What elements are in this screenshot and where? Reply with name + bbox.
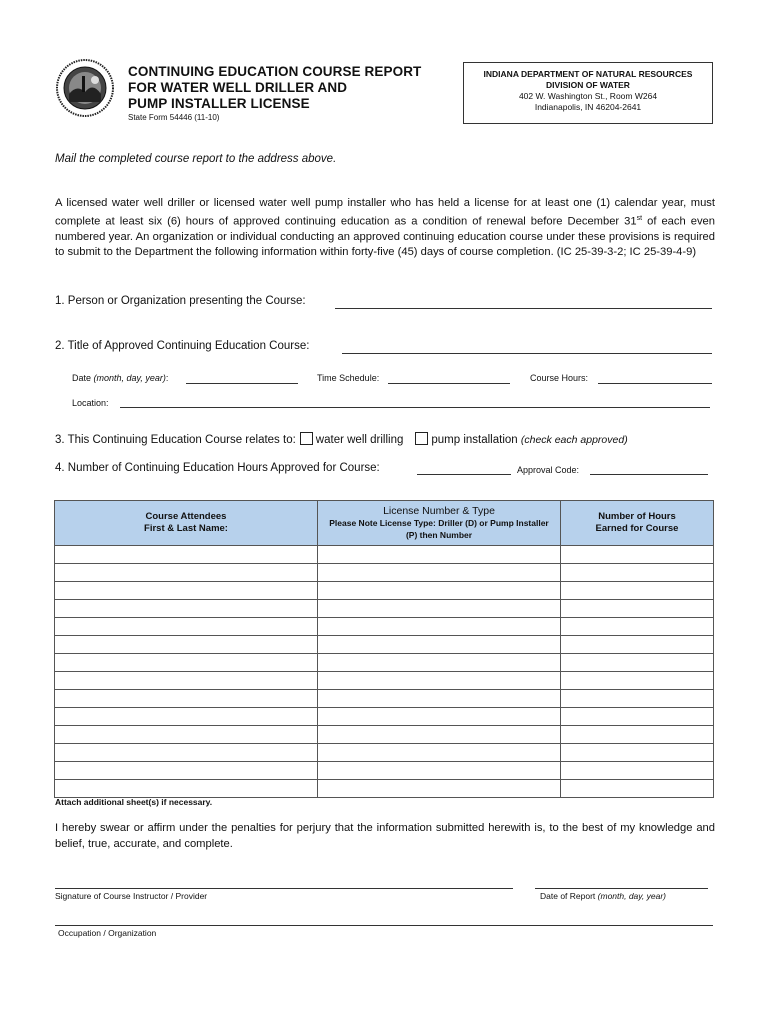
table-row [55,708,714,726]
col-license-header [318,501,561,546]
license-number-cell[interactable] [318,744,561,762]
table-row [55,744,714,762]
pump-checkbox[interactable] [415,432,428,445]
hours-earned-cell[interactable] [561,762,714,780]
approved-hours-field[interactable] [417,474,511,475]
table-row [55,636,714,654]
mail-instruction: Mail the completed course report to the address above. [55,153,337,165]
col-hours-title: Number of Hours [598,511,676,522]
title-line-2: FOR WATER WELL DRILLER AND [128,80,348,95]
attendee-name-cell[interactable] [55,546,318,564]
attendees-table-body [55,546,714,798]
question-2-label: 2. Title of Approved Continuing Education Course: [55,340,310,352]
question-3 [55,432,628,446]
table-row [55,600,714,618]
hours-earned-cell[interactable] [561,636,714,654]
report-date-field[interactable] [535,888,708,889]
col-license-title: License Number & Type [383,505,495,517]
date-label [72,373,168,383]
hours-earned-cell[interactable] [561,654,714,672]
approval-code-field[interactable] [590,474,708,475]
hours-earned-cell[interactable] [561,708,714,726]
attendee-name-cell[interactable] [55,726,318,744]
address-box [463,62,713,124]
intro-text-1: A licensed water well driller or licensed water well pump installer who has held a license for at least one (1) calendar year, must complete at least six (6) hours of approved continuing education as a condition of renewal before December 31 [55,197,715,228]
table-row [55,780,714,798]
table-row [55,546,714,564]
title-line-3: PUMP INSTALLER LICENSE [128,96,310,111]
col-hours-header [561,501,714,546]
date-hint: (month, day, year) [93,373,166,383]
intro-superscript: st [636,215,643,223]
question-3-label: 3. This Continuing Education Course relates to: [55,434,296,446]
hours-earned-cell[interactable] [561,564,714,582]
report-date-hint: (month, day, year) [597,891,666,901]
license-number-cell[interactable] [318,726,561,744]
table-row [55,582,714,600]
license-number-cell[interactable] [318,690,561,708]
time-schedule-field[interactable] [388,383,510,384]
table-row [55,654,714,672]
course-hours-label [530,373,588,383]
hours-earned-cell[interactable] [561,582,714,600]
attendee-name-cell[interactable] [55,780,318,798]
license-number-cell[interactable] [318,780,561,798]
indiana-state-seal-icon [55,58,115,118]
license-number-cell[interactable] [318,600,561,618]
division-name: DIVISION OF WATER [546,80,630,90]
location-field[interactable] [120,407,710,408]
attendee-name-cell[interactable] [55,762,318,780]
presenter-field[interactable] [335,308,712,309]
signature-label: Signature of Course Instructor / Provider [55,891,208,901]
hours-earned-cell[interactable] [561,600,714,618]
hours-earned-cell[interactable] [561,546,714,564]
attendee-name-cell[interactable] [55,618,318,636]
license-number-cell[interactable] [318,564,561,582]
course-hours-field[interactable] [598,383,712,384]
license-number-cell[interactable] [318,654,561,672]
table-row [55,762,714,780]
occupation-label: Occupation / Organization [58,928,157,938]
agency-name: INDIANA DEPARTMENT OF NATURAL RESOURCES [483,69,693,79]
attendee-name-cell[interactable] [55,600,318,618]
hours-earned-cell[interactable] [561,744,714,762]
table-row [55,672,714,690]
pump-option-label: pump installation [431,434,518,446]
license-number-cell[interactable] [318,762,561,780]
attendee-name-cell[interactable] [55,654,318,672]
address-line-1: 402 W. Washington St., Room W264 [518,91,658,101]
attendee-name-cell[interactable] [55,744,318,762]
attendee-name-cell[interactable] [55,690,318,708]
address-line-2: Indianapolis, IN 46204-2641 [534,102,642,112]
check-hint: (check each approved) [520,434,628,446]
intro-text-2: of each even numbered year. An organization or individual conducting an approved continuing education course under these provisions is required to submit to the Department the following information within forty-five (45) days of course completion. (IC 25-39-3-2; IC 25-39-4-9) [55,215,715,259]
report-date-text: Date of Report [540,891,596,901]
signature-field[interactable] [55,888,513,889]
title-line-1: CONTINUING EDUCATION COURSE REPORT [128,64,422,79]
hours-earned-cell[interactable] [561,690,714,708]
table-row [55,690,714,708]
hours-earned-cell[interactable] [561,672,714,690]
col-hours-subtitle: Earned for Course [595,523,679,534]
table-row [55,726,714,744]
date-colon: : [165,373,169,383]
time-schedule-label: Time Schedule: [317,373,380,383]
license-number-cell[interactable] [318,708,561,726]
attendee-name-cell[interactable] [55,708,318,726]
attendees-table [54,500,714,798]
license-number-cell[interactable] [318,672,561,690]
question-1-label: 1. Person or Organization presenting the Course: [55,295,306,307]
occupation-field[interactable] [55,925,713,926]
course-hours-colon: : [585,373,589,383]
attendee-name-cell[interactable] [55,582,318,600]
affirmation-statement: I hereby swear or affirm under the penalties for perjury that the information submitted herewith is, to the best of my knowledge and belief, true, accurate, and complete. [55,822,715,850]
attendee-name-cell[interactable] [55,636,318,654]
hours-earned-cell[interactable] [561,726,714,744]
table-row [55,564,714,582]
hours-earned-cell[interactable] [561,780,714,798]
form-title [128,64,421,112]
date-label-text: Date [72,373,92,383]
driller-option-label: water well drilling [315,434,404,446]
question-4-label: 4. Number of Continuing Education Hours Approved for Course: [55,462,380,474]
driller-checkbox[interactable] [300,432,313,445]
license-number-cell[interactable] [318,546,561,564]
attach-note: Attach additional sheet(s) if necessary. [55,797,213,807]
license-number-cell[interactable] [318,582,561,600]
license-number-cell[interactable] [318,618,561,636]
approval-code-label: Approval Code: [517,465,580,475]
attendee-name-cell[interactable] [55,564,318,582]
report-date-label [540,891,666,901]
table-row [55,618,714,636]
intro-paragraph [55,196,715,261]
col-license-subtitle: Please Note License Type: Driller (D) or Pump Installer (P) then Number [329,518,549,540]
col-attendees-subtitle: First & Last Name: [144,523,228,534]
course-hours-text: Course Hours [530,373,586,383]
col-attendees-title: Course Attendees [145,511,227,522]
col-attendees-header [55,501,318,546]
attendee-name-cell[interactable] [55,672,318,690]
course-title-field[interactable] [342,353,712,354]
date-field[interactable] [186,383,298,384]
hours-earned-cell[interactable] [561,618,714,636]
location-label: Location: [72,398,109,408]
form-number: State Form 54446 (11-10) [128,113,220,122]
license-number-cell[interactable] [318,636,561,654]
